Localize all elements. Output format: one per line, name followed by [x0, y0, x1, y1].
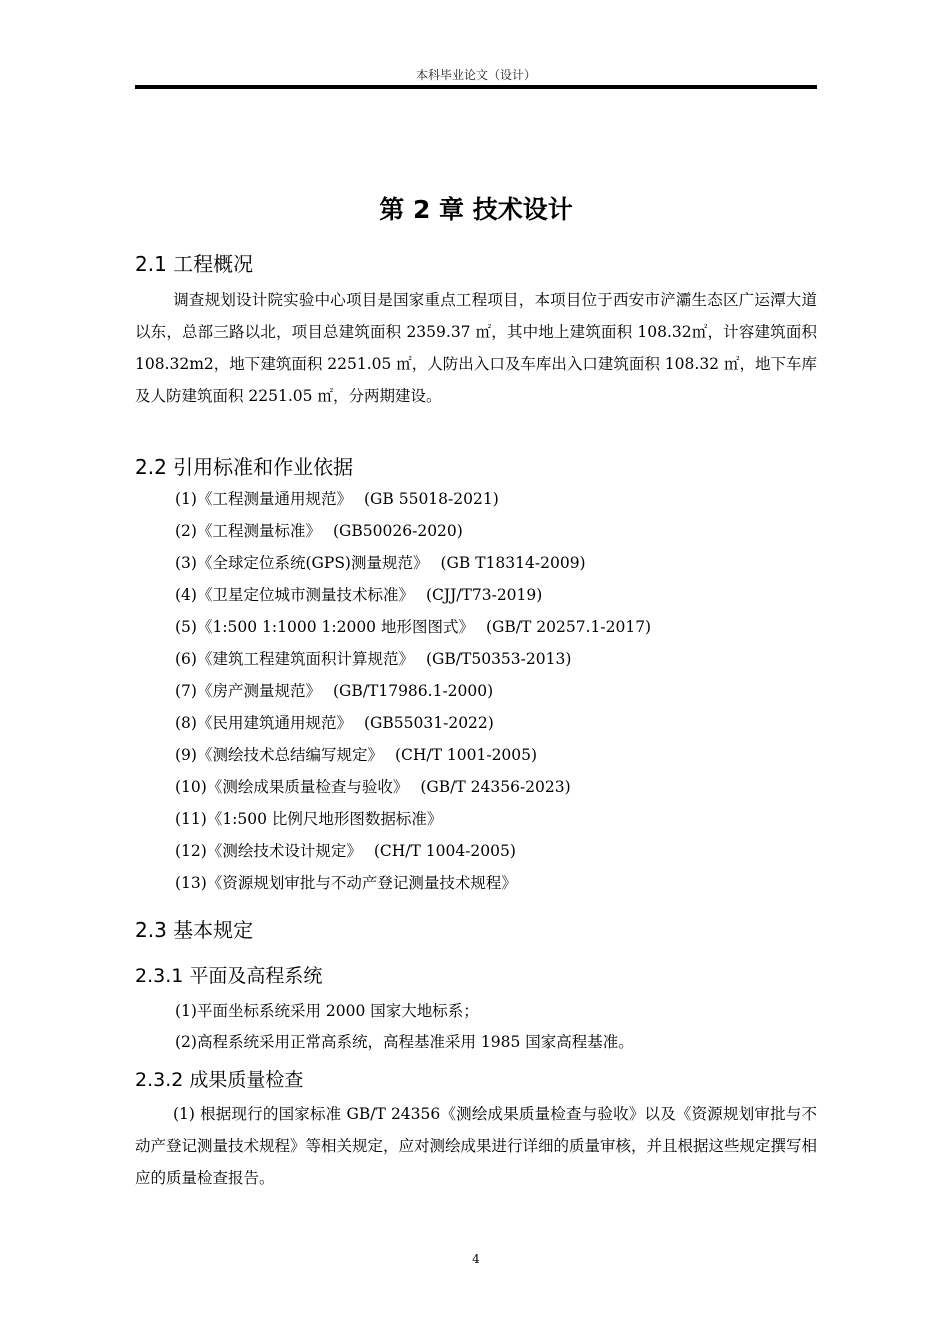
standard-title: (10)《测绘成果质量检查与验收》 — [175, 778, 409, 796]
standard-code: (GB50026-2020) — [332, 522, 463, 540]
section-heading-standards: 2.2 引用标准和作业依据 — [135, 455, 354, 479]
standard-code: (GB T18314-2009) — [440, 554, 586, 572]
standard-title: (8)《民用建筑通用规范》 — [175, 714, 352, 732]
section-heading-overview: 2.1 工程概况 — [135, 252, 254, 276]
standard-item — [175, 646, 651, 678]
subsection-heading-coordinate-system: 2.3.1 平面及高程系统 — [135, 965, 323, 987]
standards-list — [175, 486, 651, 902]
page-number: 4 — [472, 1252, 480, 1266]
subsection-heading-quality-check: 2.3.2 成果质量检查 — [135, 1069, 304, 1091]
standard-code: (GB/T50353-2013) — [425, 650, 572, 668]
standard-item — [175, 582, 651, 614]
standard-title: (5)《1:500 1:1000 1:2000 地形图图式》 — [175, 618, 474, 636]
standard-item — [175, 742, 651, 774]
standard-code: (CJJ/T73-2019) — [425, 586, 543, 604]
standard-title: (12)《测绘技术设计规定》 — [175, 842, 362, 860]
quality-check-paragraph — [135, 1098, 817, 1194]
standard-item — [175, 678, 651, 710]
standard-code: (GB/T 20257.1-2017) — [485, 618, 652, 636]
standard-title: (3)《全球定位系统(GPS)测量规范》 — [175, 554, 429, 572]
standard-code: (GB 55018-2021) — [363, 490, 499, 508]
standard-code: (GB/T17986.1-2000) — [332, 682, 494, 700]
standard-title: (11)《1:500 比例尺地形图数据标准》 — [175, 810, 443, 828]
height-rule-line: (2)高程系统采用正常高系统，高程基准采用 1985 国家高程基准。 — [175, 1033, 634, 1051]
standard-code: (CH/T 1004-2005) — [373, 842, 516, 860]
standard-item — [175, 838, 651, 870]
standard-item — [175, 870, 651, 902]
standard-title: (2)《工程测量标准》 — [175, 522, 321, 540]
page-header: 本科毕业论文（设计） — [415, 68, 536, 82]
standard-title: (9)《测绘技术总结编写规定》 — [175, 746, 383, 764]
chapter-title: 第 2 章 技术设计 — [379, 195, 573, 224]
standard-item — [175, 774, 651, 806]
standard-item — [175, 710, 651, 742]
overview-paragraph — [135, 284, 817, 412]
standard-item — [175, 614, 651, 646]
overview-paragraph-text: 调查规划设计院实验中心项目是国家重点工程项目，本项目位于西安市浐灞生态区广运潭大道以东，总部三路以北，项目总建筑面积 2359.37 ㎡，其中地上建筑面积 108.32㎡，计容建筑面积 108.32m2，地下建筑面积 2251.05 ㎡，人防出入口及车库出入口建筑面积 108.32 ㎡，地下车库及人防建筑面积 2251.05 ㎡，分两期建设。 — [135, 291, 817, 405]
header-rule — [135, 85, 817, 89]
standard-item — [175, 550, 651, 582]
standard-title: (13)《资源规划审批与不动产登记测量技术规程》 — [175, 874, 517, 892]
standard-title: (6)《建筑工程建筑面积计算规范》 — [175, 650, 414, 668]
section-heading-basic-rules: 2.3 基本规定 — [135, 918, 254, 942]
standard-code: (GB/T 24356-2023) — [420, 778, 571, 796]
standard-code: (CH/T 1001-2005) — [394, 746, 538, 764]
standard-code: (GB55031-2022) — [363, 714, 494, 732]
standard-item — [175, 518, 651, 550]
standard-title: (7)《房产测量规范》 — [175, 682, 321, 700]
standard-item — [175, 806, 651, 838]
standard-title: (1)《工程测量通用规范》 — [175, 490, 352, 508]
standard-title: (4)《卫星定位城市测量技术标准》 — [175, 586, 414, 604]
coordinate-rule-line: (1)平面坐标系统采用 2000 国家大地标系； — [175, 1002, 479, 1020]
quality-check-paragraph-text: (1) 根据现行的国家标准 GB/T 24356《测绘成果质量检查与验收》以及《资源规划审批与不动产登记测量技术规程》等相关规定，应对测绘成果进行详细的质量审核，并且根据这些规定撰写相应的质量检查报告。 — [135, 1105, 818, 1187]
standard-item — [175, 486, 651, 518]
